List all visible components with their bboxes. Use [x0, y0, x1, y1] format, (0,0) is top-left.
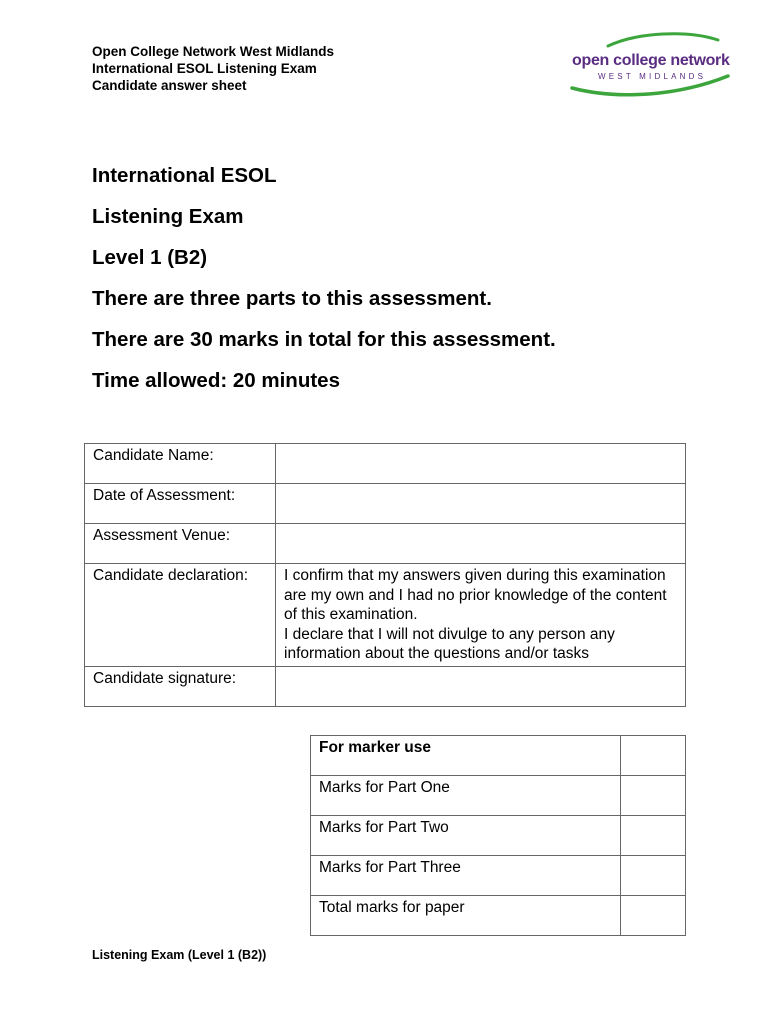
- declaration-statement-1: I confirm that my answers given during this examination are my own and I had no prior knowledge of the content of this examination.: [284, 567, 667, 623]
- candidate-declaration-text: [276, 564, 686, 667]
- total-marks-label: Total marks for paper: [311, 896, 621, 936]
- candidate-name-label: Candidate Name:: [85, 444, 276, 484]
- declaration-label-text: Candidate declaration:: [93, 567, 249, 584]
- marks-part-one-label: Marks for Part One: [311, 776, 621, 816]
- exam-parts-info: There are three parts to this assessment.: [92, 287, 492, 310]
- marks-part-two-label: Marks for Part Two: [311, 816, 621, 856]
- table-row: [311, 856, 686, 896]
- assessment-venue-field[interactable]: [276, 524, 686, 564]
- total-marks-field[interactable]: [621, 896, 686, 936]
- marks-part-three-label: Marks for Part Three: [311, 856, 621, 896]
- exam-subtitle: Listening Exam: [92, 205, 244, 228]
- table-row: [311, 776, 686, 816]
- exam-title-block: [92, 160, 556, 406]
- assessment-venue-label: Assessment Venue:: [85, 524, 276, 564]
- document-header: [92, 43, 334, 94]
- candidate-details-table: [84, 443, 686, 707]
- exam-title: International ESOL: [92, 164, 277, 187]
- header-sheet-type: Candidate answer sheet: [92, 78, 247, 93]
- table-row: [85, 666, 686, 706]
- exam-level: Level 1 (B2): [92, 246, 208, 269]
- page-footer: Listening Exam (Level 1 (B2)): [92, 948, 267, 962]
- table-row: [311, 736, 686, 776]
- declaration-statement-2: I declare that I will not divulge to any person any information about the questions and/or tasks: [284, 625, 615, 662]
- exam-time-info: Time allowed: 20 minutes: [92, 369, 340, 392]
- assessment-date-label: Date of Assessment:: [85, 484, 276, 524]
- marker-heading-cell: [621, 736, 686, 776]
- table-row: [85, 444, 686, 484]
- table-row: [311, 896, 686, 936]
- table-row: [85, 484, 686, 524]
- marker-use-heading: For marker use: [311, 736, 621, 776]
- marker-use-table: [310, 735, 686, 936]
- candidate-signature-label: Candidate signature:: [85, 666, 276, 706]
- candidate-name-field[interactable]: [276, 444, 686, 484]
- logo-wordmark: open college network: [572, 52, 730, 69]
- candidate-declaration-label: [85, 564, 276, 667]
- exam-marks-info: There are 30 marks in total for this assessment.: [92, 328, 556, 351]
- candidate-signature-field[interactable]: [276, 666, 686, 706]
- table-row: [311, 816, 686, 856]
- table-row: [85, 524, 686, 564]
- assessment-date-field[interactable]: [276, 484, 686, 524]
- table-row: [85, 564, 686, 667]
- header-exam-name: International ESOL Listening Exam: [92, 61, 317, 76]
- ocn-logo: [568, 30, 733, 102]
- logo-subtitle: WEST MIDLANDS: [598, 72, 707, 81]
- header-organisation: Open College Network West Midlands: [92, 44, 335, 59]
- marks-part-three-field[interactable]: [621, 856, 686, 896]
- marks-part-two-field[interactable]: [621, 816, 686, 856]
- marks-part-one-field[interactable]: [621, 776, 686, 816]
